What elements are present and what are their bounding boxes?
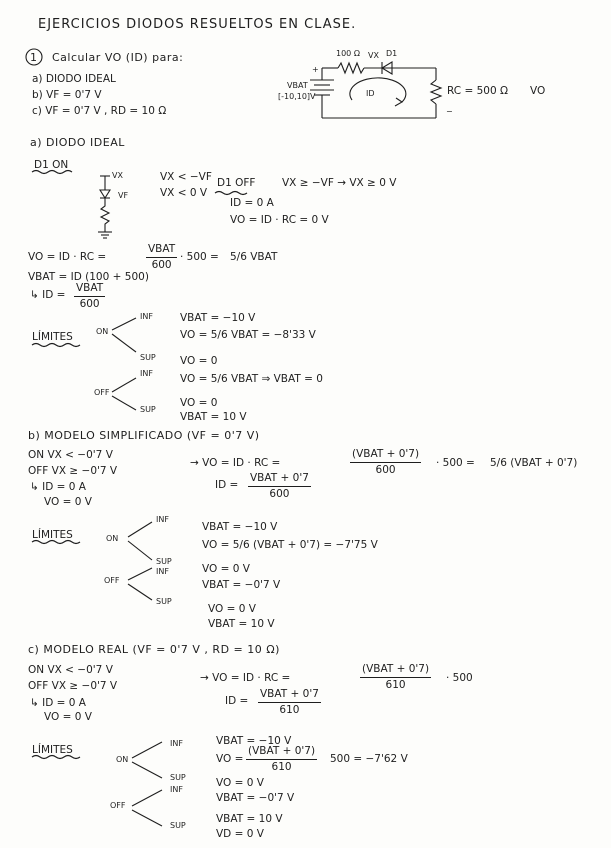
part-a-off: OFF (94, 388, 110, 397)
part-a-limits: LÍMITES (32, 331, 73, 343)
part-a-on: ON (96, 327, 109, 336)
part-c-on-inf2-den: 610 (271, 760, 292, 773)
part-b-vo-den: 600 (375, 463, 396, 476)
d1-off-underline (215, 192, 247, 195)
circuit-rc-label: RC = 500 Ω (447, 85, 508, 97)
circuit-vx-label: VX (368, 51, 379, 60)
part-c-on-sup-val: VO = 0 V (216, 777, 264, 789)
part-a-cond1: VX < −VF (160, 171, 212, 183)
part-c-id-den: 610 (279, 703, 300, 716)
part-c-off-inf-val: VBAT = −0'7 V (216, 792, 295, 804)
part-c-id-num: VBAT + 0'7 (258, 689, 321, 703)
part-b-off: OFF (104, 576, 120, 585)
part-b-vo-fraction (350, 449, 421, 475)
part-a-off-vo: VO = ID · RC = 0 V (230, 214, 329, 226)
part-c-heading: c) MODELO REAL (VF = 0'7 V , RD = 10 Ω) (28, 643, 280, 656)
part-c-id0: ↳ ID = 0 A (30, 697, 86, 709)
part-a-vf: VF (118, 191, 129, 200)
circuit-plus: + (312, 65, 319, 74)
option-b: b) VF = 0'7 V (32, 89, 102, 101)
part-b-id-fraction (248, 473, 311, 499)
part-c-on: ON (116, 755, 129, 764)
part-a-off-head: D1 OFF (217, 177, 256, 189)
part-a-off-sup1: VO = 0 (180, 397, 218, 409)
part-a-on-sup: SUP (140, 353, 156, 362)
part-a-vo-result: 5/6 VBAT (230, 251, 278, 263)
part-a-id-num: VBAT (74, 283, 105, 297)
part-a-off-id: ID = 0 A (230, 197, 274, 209)
part-c-on-inf2-fraction (246, 746, 317, 772)
option-c: c) VF = 0'7 V , RD = 10 Ω (32, 105, 167, 117)
part-a-off-sup: SUP (140, 405, 156, 414)
part-b-off-sup1: VO = 0 V (208, 603, 256, 615)
part-a-vo-num: VBAT (146, 244, 177, 258)
part-a-off-inf-val: VO = 5/6 VBAT ⇒ VBAT = 0 (180, 373, 323, 385)
part-b-vo-right: · 500 = (436, 457, 475, 469)
part-c-on-inf2-left: VO = (216, 753, 244, 765)
part-b-on: ON (106, 534, 119, 543)
part-c-off-cond: OFF VX ≥ −0'7 V (28, 680, 118, 692)
part-c-vo-fraction (360, 664, 431, 690)
part-b-on-inf2: VO = 5/6 (VBAT + 0'7) = −7'75 V (202, 539, 378, 551)
exercise-number-circle (26, 49, 42, 65)
part-a-vo-den: 600 (151, 258, 172, 271)
part-b-vo0: VO = 0 V (44, 496, 92, 508)
part-c-on-inf1: VBAT = −10 V (216, 735, 292, 747)
part-c-on-inf2-right: 500 = −7'62 V (330, 753, 408, 765)
part-c-off-sup2: VD = 0 V (216, 828, 264, 840)
part-b-off-sup: SUP (156, 597, 172, 606)
part-c-off: OFF (110, 801, 126, 810)
circuit-diagram (310, 62, 441, 118)
exercise-prompt: Calcular VO (ID) para: (52, 51, 184, 64)
circuit-id-label: ID (366, 89, 375, 98)
part-a-d1-on: D1 ON (34, 159, 69, 171)
circuit-minus: − (446, 107, 453, 116)
part-b-off-cond: OFF VX ≥ −0'7 V (28, 465, 118, 477)
part-a-id-den: 600 (79, 297, 100, 310)
part-a-vo-fraction (146, 244, 177, 270)
part-b-heading: b) MODELO SIMPLIFICADO (VF = 0'7 V) (28, 429, 260, 442)
part-b-id0: ↳ ID = 0 A (30, 481, 86, 493)
part-a-id-left: ↳ ID = (30, 289, 66, 301)
part-b-off-inf-val: VBAT = −0'7 V (202, 579, 281, 591)
part-c-vo-den: 610 (385, 678, 406, 691)
part-c-vo0: VO = 0 V (44, 711, 92, 723)
part-a-on-inf1: VBAT = −10 V (180, 312, 256, 324)
part-a-vbat-eq: VBAT = ID (100 + 500) (28, 271, 149, 283)
part-b-id-left: ID = (215, 479, 239, 491)
part-c-limits: LÍMITES (32, 744, 73, 756)
part-a-vo-left: VO = ID · RC = (28, 251, 107, 263)
part-c-vo-num: (VBAT + 0'7) (360, 664, 431, 678)
circuit-vbat-label: VBAT (287, 81, 308, 90)
part-b-on-sup-val: VO = 0 V (202, 563, 250, 575)
part-a-on-inf: INF (140, 312, 153, 321)
part-b-on-inf: INF (156, 515, 169, 524)
circuit-range-label: [-10,10]V (278, 92, 316, 101)
circuit-r-label: 100 Ω (336, 49, 360, 58)
part-a-heading: a) DIODO IDEAL (30, 136, 125, 149)
part-b-on-cond: ON VX < −0'7 V (28, 449, 113, 461)
part-b-id-den: 600 (269, 487, 290, 500)
option-a: a) DIODO IDEAL (32, 73, 116, 85)
part-a-vx: VX (112, 171, 123, 180)
part-b-off-inf: INF (156, 567, 169, 576)
part-a-cond2: VX < 0 V (160, 187, 208, 199)
part-c-on-inf2-num: (VBAT + 0'7) (246, 746, 317, 760)
part-a-on-inf2: VO = 5/6 VBAT = −8'33 V (180, 329, 316, 341)
part-b-off-sup2: VBAT = 10 V (208, 618, 275, 630)
part-b-on-inf1: VBAT = −10 V (202, 521, 278, 533)
part-a-id-fraction (74, 283, 105, 309)
exercise-number: 1 (30, 51, 38, 64)
part-c-vo-left: → VO = ID · RC = (200, 672, 291, 684)
part-b-vo-num: (VBAT + 0'7) (350, 449, 421, 463)
part-c-id-left: ID = (225, 695, 249, 707)
diode-model-sketch (98, 176, 112, 238)
circuit-d1-label: D1 (386, 49, 398, 58)
part-b-vo-result: 5/6 (VBAT + 0'7) (490, 457, 578, 469)
part-a-vo-right: · 500 = (180, 251, 219, 263)
resistor-100-symbol (338, 63, 364, 73)
part-c-on-inf: INF (170, 739, 183, 748)
part-a-on-sup-val: VO = 0 (180, 355, 218, 367)
circuit-vo-label: VO (530, 85, 546, 97)
part-b-vo-left: → VO = ID · RC = (190, 457, 281, 469)
part-c-on-sup: SUP (170, 773, 186, 782)
part-a-off-cond: VX ≥ −VF → VX ≥ 0 V (282, 177, 397, 189)
part-b-on-sup: SUP (156, 557, 172, 566)
part-c-off-sup: SUP (170, 821, 186, 830)
page-title: EJERCICIOS DIODOS RESUELTOS EN CLASE. (38, 17, 357, 32)
resistor-rc-symbol (431, 80, 441, 104)
part-c-off-sup1: VBAT = 10 V (216, 813, 283, 825)
part-c-on-cond: ON VX < −0'7 V (28, 664, 113, 676)
part-a-off-inf: INF (140, 369, 153, 378)
part-a-off-sup2: VBAT = 10 V (180, 411, 247, 423)
part-c-id-fraction (258, 689, 321, 715)
part-c-off-inf: INF (170, 785, 183, 794)
part-b-limits: LÍMITES (32, 529, 73, 541)
part-c-vo-right: · 500 (446, 672, 473, 684)
part-b-id-num: VBAT + 0'7 (248, 473, 311, 487)
